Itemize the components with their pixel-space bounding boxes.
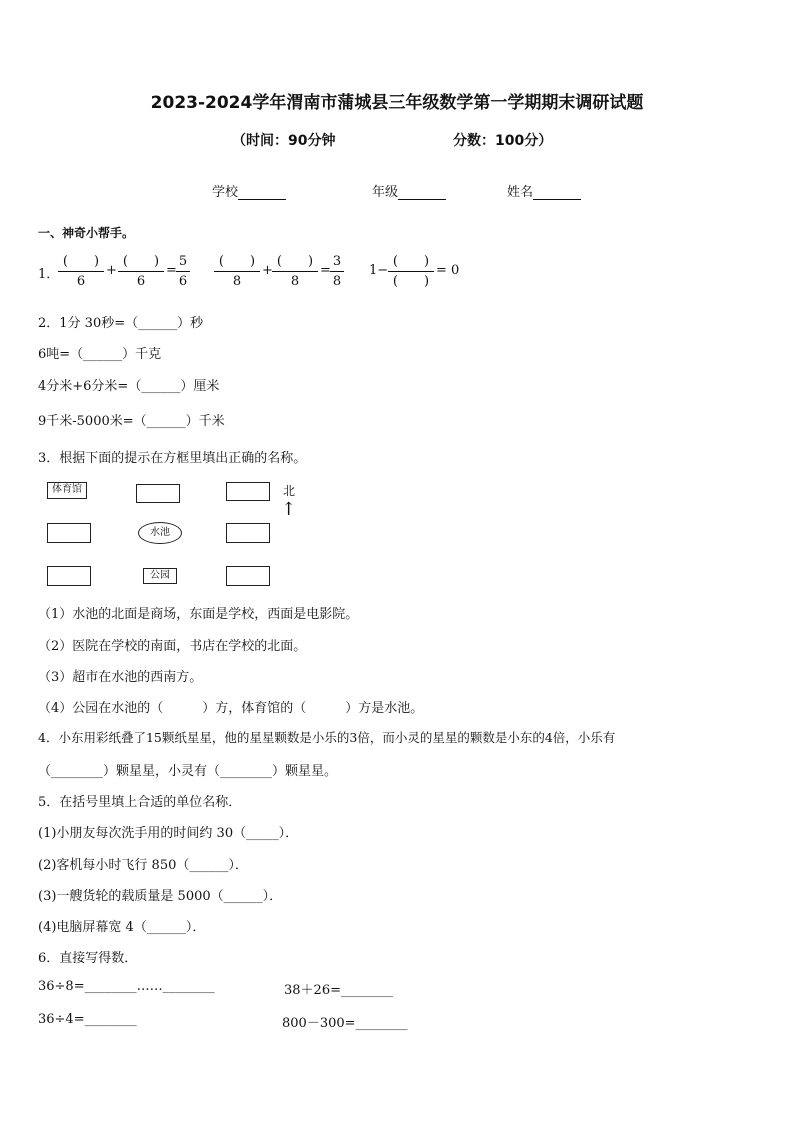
q2-line-4: 9千米-5000米=（______）千米 [38, 414, 225, 429]
box-park: 公园 [143, 568, 177, 584]
q5-stem: 5．在括号里填上合适的单位名称． [38, 795, 242, 810]
fraction-blank-over-6: ( ) 6 [118, 253, 164, 290]
north-label: 北 [283, 484, 296, 498]
q6-item-a: 36÷8=________……________ [38, 979, 215, 994]
q6-stem: 6．直接写得数． [38, 951, 138, 966]
q5-line-1: (1)小朋友每次洗手用的时间约 30（_____）． [38, 826, 299, 841]
blank-box [136, 484, 180, 503]
exam-time: （时间：90分钟 [232, 133, 336, 149]
blank-box [226, 482, 270, 501]
exam-score: 分数：100分） [453, 133, 553, 149]
page-title: 2023-2024学年渭南市蒲城县三年级数学第一学期期末调研试题 [150, 93, 644, 113]
q3-hint-2: （2）医院在学校的南面，书店在学校的北面。 [38, 639, 307, 654]
q2-line-2: 6吨=（______）千克 [38, 347, 162, 362]
fraction-blank-over-6: ( ) 6 [58, 253, 104, 290]
blank-box [47, 523, 91, 543]
equals-zero: = 0 [436, 263, 460, 278]
name-blank [533, 186, 581, 200]
q3-hint-3: （3）超市在水池的西南方。 [38, 670, 203, 685]
blank-box [226, 523, 270, 543]
q3-hint-1: （1）水池的北面是商场，东面是学校，西面是电影院。 [38, 607, 359, 622]
q5-line-4: (4)电脑屏幕宽 4（______）． [38, 920, 206, 935]
fraction-3-over-8: 3 8 [330, 253, 344, 290]
plus-sign: + [106, 263, 117, 278]
school-label: 学校 [212, 185, 239, 200]
fraction-5-over-6: 5 6 [176, 253, 190, 290]
school-blank [238, 186, 286, 200]
q3-hint-4: （4）公园在水池的（ ）方，体育馆的（ ）方是水池。 [38, 701, 424, 716]
q4-line-1: 4．小东用彩纸叠了15颗纸星星，他的星星颗数是小乐的3倍，而小灵的星星的颗数是小东的4倍，小乐有 [38, 730, 616, 745]
section-heading: 一、神奇小帮手。 [38, 226, 135, 240]
grade-field [372, 181, 446, 200]
name-field [507, 181, 581, 200]
q3-stem: 3．根据下面的提示在方框里填出正确的名称。 [38, 451, 307, 466]
q5-line-3: (3)一艘货轮的载质量是 5000（______）． [38, 889, 283, 904]
fraction-blank-over-blank: ( ) ( ) [388, 253, 434, 290]
q2-line-1: 2．1分 30秒=（______）秒 [38, 316, 204, 331]
school-field [212, 181, 286, 200]
one-minus: 1− [369, 263, 389, 278]
blank-box [226, 566, 270, 586]
equals-sign: = [166, 263, 177, 278]
q2-line-3: 4分米+6分米=（______）厘米 [38, 379, 220, 394]
north-arrow-icon: ↑ [281, 499, 297, 520]
q6-item-b: 38＋26=________ [284, 983, 393, 998]
name-label: 姓名 [507, 185, 534, 200]
q6-item-c: 36÷4=________ [38, 1012, 137, 1027]
fraction-blank-over-8: ( ) 8 [272, 253, 318, 290]
equals-sign: = [320, 263, 331, 278]
q6-item-d: 800－300=________ [282, 1016, 408, 1031]
fraction-blank-over-8: ( ) 8 [214, 253, 260, 290]
pool-oval: 水池 [138, 522, 182, 544]
grade-label: 年级 [372, 185, 399, 200]
q4-line-2: （________）颗星星，小灵有（________）颗星星。 [38, 764, 338, 779]
q5-line-2: (2)客机每小时飞行 850（______）． [38, 858, 248, 873]
grade-blank [398, 186, 446, 200]
q1-number: 1． [38, 267, 60, 282]
box-gym: 体育馆 [47, 482, 87, 499]
plus-sign: + [262, 263, 273, 278]
blank-box [47, 566, 91, 586]
